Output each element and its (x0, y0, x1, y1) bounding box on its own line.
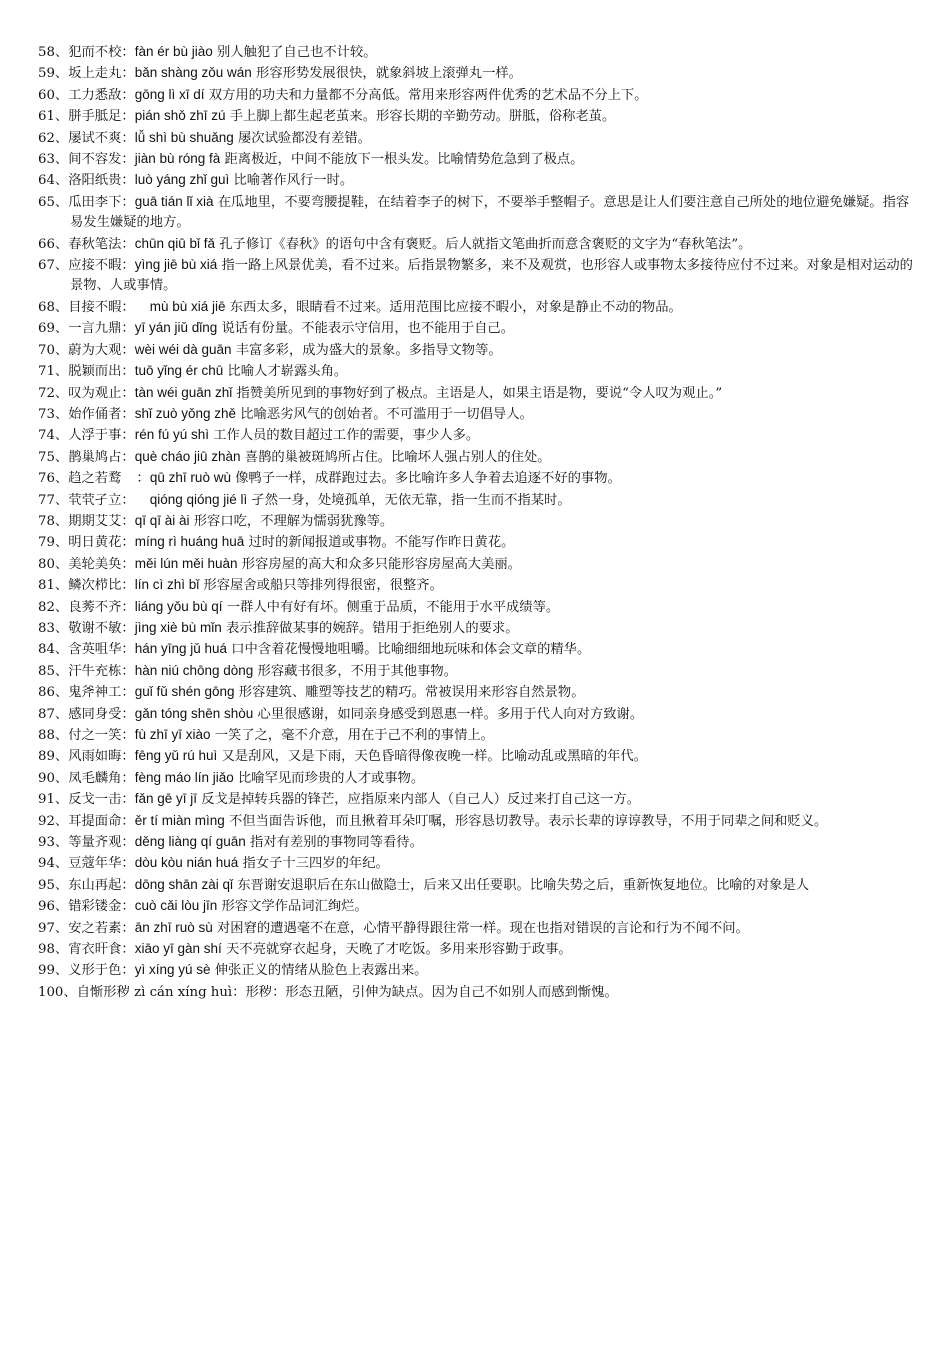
idiom-term: 等量齐观： (68, 835, 135, 851)
idiom-term: 鹊巢鸠占： (68, 449, 135, 465)
idiom-entry (38, 192, 918, 234)
entry-number: 94、 (38, 856, 69, 872)
entry-number: 87、 (38, 706, 69, 722)
entry-number: 77、 (38, 492, 69, 508)
definition: 形容藏书很多，不用于其他事物。 (253, 663, 457, 679)
idiom-entry (38, 575, 918, 596)
definition: 天不亮就穿衣起身，天晚了才吃饭。多用来形容勤于政事。 (221, 942, 572, 958)
pinyin: ān zhī ruò sù (134, 919, 213, 935)
idiom-term: 瓜田李下： (68, 194, 135, 210)
definition: 孑然一身，处境孤单，无依无靠，指一生而不指某时。 (247, 492, 571, 508)
entry-number: 75、 (38, 449, 69, 465)
idiom-entry (38, 789, 918, 810)
definition: 喜鹊的巢被斑鸠所占住。比喻坏人强占别人的住处。 (240, 449, 551, 465)
pinyin: guā tián lǐ xià (134, 193, 214, 209)
definition: 指女子十三四岁的年纪。 (238, 856, 389, 872)
pinyin: tàn wéi guān zhǐ (134, 384, 233, 400)
idiom-entry (38, 85, 918, 106)
idiom-term: 蔚为大观： (68, 342, 135, 358)
idiom-entry (38, 511, 918, 532)
definition: 形容屋舍或船只等排列得很密，很整齐。 (199, 578, 443, 594)
entry-number: 96、 (38, 899, 69, 915)
definition: 指对有差别的事物同等看待。 (245, 835, 423, 851)
idiom-entry (38, 639, 918, 660)
pinyin: shǐ zuò yǒng zhě (134, 405, 237, 421)
pinyin: wèi wéi dà guān (134, 341, 232, 357)
idiom-term: 茕茕孑立： (68, 492, 135, 508)
definition: 又是刮风，又是下雨，天色昏暗得像夜晚一样。比喻动乱或黑暗的年代。 (217, 749, 647, 765)
definition: 形容口吃，不理解为懦弱犹豫等。 (189, 513, 394, 529)
entry-number: 86、 (38, 685, 69, 701)
idiom-term: 屡试不爽： (68, 130, 135, 146)
idiom-term: 一言九鼎： (68, 321, 135, 337)
entry-number: 61、 (38, 109, 69, 125)
idiom-term: 义形于色： (68, 963, 135, 979)
entry-number: 83、 (38, 620, 69, 636)
pinyin: luò yáng zhǐ guì (134, 172, 230, 188)
pinyin: hàn niú chōng dòng (134, 662, 254, 678)
definition: 双方用的功夫和力量都不分高低。常用来形容两件优秀的艺术品不分上下。 (204, 87, 648, 103)
idiom-entry (38, 490, 918, 511)
entry-number: 95、 (38, 877, 69, 893)
idiom-entry (38, 63, 918, 84)
idiom-term: 间不容发： (68, 152, 135, 168)
idiom-term: 含英咀华： (68, 642, 135, 658)
idiom-term: 付之一笑： (68, 728, 135, 743)
idiom-entry (38, 297, 918, 318)
definition: 比喻著作风行一时。 (229, 173, 354, 189)
idiom-term: 坂上走丸： (68, 66, 135, 82)
idiom-term: 洛阳纸贵： (68, 173, 135, 189)
idiom-term: 感同身受： (68, 706, 135, 722)
idiom-entry (38, 447, 918, 468)
definition: 比喻罕见而珍贵的人才或事物。 (233, 770, 425, 786)
pinyin: fēng yǔ rú huì (134, 748, 218, 764)
pinyin: gōng lì xī dí (134, 86, 205, 102)
idiom-entry (38, 746, 918, 767)
entry-number: 84、 (38, 642, 69, 658)
entry-number: 64、 (38, 173, 69, 189)
entry-number: 97、 (38, 920, 69, 936)
idiom-entry (38, 725, 918, 746)
entry-number: 67、 (38, 258, 69, 274)
entry-number: 65、 (38, 194, 69, 210)
idiom-term: 错彩镂金： (68, 899, 135, 915)
entry-number: 78、 (38, 513, 69, 529)
idiom-entry (38, 960, 918, 981)
definition: 说话有份量。不能表示守信用，也不能用于自己。 (217, 321, 515, 337)
pinyin: fǎn gē yī jī (134, 791, 197, 807)
entry-number: 90、 (38, 770, 69, 786)
entry-number: 58、 (38, 45, 69, 60)
entry-number: 71、 (38, 364, 69, 380)
idiom-term: 宵衣旰食： (68, 942, 135, 958)
idiom-term: 安之若素： (68, 920, 135, 936)
idiom-entry (38, 128, 918, 149)
pinyin: dòu kòu nián huá (134, 855, 239, 871)
pinyin: què cháo jiū zhàn (134, 448, 241, 464)
pinyin: liáng yǒu bù qí (134, 598, 223, 614)
idiom-term: 应接不暇： (68, 258, 135, 274)
definition: 比喻恶劣风气的创始者。不可滥用于一切倡导人。 (236, 406, 533, 422)
entry-number: 89、 (38, 749, 69, 765)
idiom-entry (38, 661, 918, 682)
idiom-entry (38, 361, 918, 382)
definition: 对困窘的遭遇毫不在意，心情平静得跟往常一样。现在也指对错误的言论和行为不闻不问。 (212, 920, 749, 936)
pinyin: qī qī ài ài (134, 512, 190, 528)
idiom-entry (38, 255, 918, 297)
idiom-entry (38, 106, 918, 127)
definition: 心里很感谢，如同亲身感受到恩惠一样。多用于代人向对方致谢。 (253, 706, 644, 722)
entry-number: 68、 (38, 299, 69, 315)
pinyin: míng rì huáng huā (134, 534, 245, 550)
entry-number: 82、 (38, 599, 69, 615)
entry-number: 81、 (38, 578, 69, 594)
entry-number: 92、 (38, 813, 69, 829)
pinyin: děng liàng qí guān (134, 834, 246, 850)
pinyin: jìng xiè bù mǐn (134, 619, 222, 635)
idiom-term: 叹为观止： (68, 385, 135, 401)
idiom-entry (38, 918, 918, 939)
definition: 伸张正义的情绪从脸色上表露出来。 (210, 963, 428, 979)
idiom-term: 工力悉敌： (68, 87, 135, 103)
pinyin: měi lún měi huàn (134, 555, 238, 571)
idiom-list (38, 42, 918, 1003)
entry-number: 74、 (38, 428, 69, 444)
definition: 指赞美所见到的事物好到了极点。主语是人，如果主语是物，要说“令人叹为观止。” (232, 385, 723, 401)
entry-number: 98、 (38, 942, 69, 958)
idiom-entry (38, 425, 918, 446)
definition: 指一路上风景优美，看不过来。后指景物繁多，来不及观赏，也形容人或事物太多接待应付不过来。对象是相对运动的景物、人或事情。 (70, 258, 913, 294)
idiom-term: 始作俑者： (68, 406, 135, 422)
idiom-term: 明日黄花： (68, 535, 135, 551)
pinyin: lǚ shì bù shuǎng (134, 129, 234, 145)
pinyin: yì xíng yú sè (134, 962, 211, 978)
pinyin: ěr tí miàn mìng (134, 812, 225, 828)
entry-number: 66、 (38, 236, 69, 252)
idiom-term: 脱颖而出： (68, 364, 135, 380)
definition: 表示推辞做某事的婉辞。错用于拒绝别人的要求。 (221, 620, 519, 636)
idiom-term: 反戈一击： (68, 792, 135, 808)
idiom-term: 期期艾艾： (68, 513, 135, 529)
idiom-entry (38, 704, 918, 725)
idiom-entry (38, 404, 918, 425)
idiom-entry (38, 170, 918, 191)
entry-number: 70、 (38, 342, 69, 358)
entry-number: 85、 (38, 663, 69, 679)
idiom-term: 犯而不校： (68, 45, 135, 60)
idiom-term: 汗牛充栋： (68, 663, 135, 679)
entry-number: 59、 (38, 66, 69, 82)
idiom-entry (38, 618, 918, 639)
idiom-term: 风雨如晦： (68, 749, 135, 765)
definition: zì cán xíng huì：形秽：形态丑陋，引伸为缺点。因为自己不如别人而感到惭愧。 (129, 984, 618, 1000)
pinyin: dōng shān zài qǐ (134, 876, 234, 892)
idiom-entry (38, 149, 918, 170)
pinyin: yī yán jiǔ dǐng (134, 320, 218, 336)
pinyin: bǎn shàng zǒu wán (134, 65, 252, 81)
idiom-term: 鬼斧神工： (68, 685, 135, 701)
entry-number: 79、 (38, 535, 69, 551)
pinyin: gǎn tóng shēn shòu (134, 705, 254, 721)
idiom-entry (38, 853, 918, 874)
definition: 形容文学作品词汇绚烂。 (217, 899, 368, 915)
definition: 丰富多彩，成为盛大的景象。多指导文物等。 (231, 342, 502, 358)
idiom-entry (38, 875, 918, 896)
idiom-entry (38, 554, 918, 575)
definition: 过时的新闻报道或事物。不能写作昨日黄花。 (244, 535, 515, 551)
idiom-entry (38, 468, 918, 489)
idiom-entry (38, 234, 918, 255)
pinyin: ：qū zhī ruò wù (121, 470, 231, 486)
idiom-term: 凤毛麟角： (68, 770, 135, 786)
entry-number: 88、 (38, 728, 69, 743)
entry-number: 60、 (38, 87, 69, 103)
entry-number: 100、 (38, 984, 77, 1000)
pinyin: pián shǒ zhī zú (134, 108, 226, 124)
pinyin: jiàn bù róng fà (134, 151, 221, 167)
definition: 口中含着花慢慢地咀嚼。比喻细细地玩味和体会文章的精华。 (227, 642, 591, 658)
definition: 在瓜地里，不要弯腰提鞋，在结着李子的树下，不要举手整帽子。意思是让人们要注意自己所处的地位避免嫌疑。指容易发生嫌疑的地方。 (70, 194, 910, 231)
idiom-term: 豆蔻年华： (68, 856, 135, 872)
definition: 一群人中有好有坏。侧重于品质，不能用于水平成绩等。 (222, 599, 560, 615)
idiom-entry (38, 682, 918, 703)
idiom-entry (38, 982, 918, 1003)
idiom-entry (38, 318, 918, 339)
definition: 工作人员的数目超过工作的需要，事少人多。 (209, 428, 480, 444)
idiom-term: 美轮美奂： (68, 556, 135, 572)
idiom-entry (38, 939, 918, 960)
idiom-entry (38, 42, 918, 63)
idiom-entry (38, 832, 918, 853)
definition: 形容形势发展很快，就象斜坡上滚弹丸一样。 (251, 66, 522, 82)
definition: 一笑了之，毫不介意，用在于己不利的事情上。 (210, 728, 494, 743)
definition: 孔子修订《春秋》的语句中含有褒贬。后人就指文笔曲折而意含褒贬的文字为“春秋笔法”。 (215, 236, 752, 252)
entry-number: 91、 (38, 792, 69, 808)
idiom-entry (38, 768, 918, 789)
idiom-entry (38, 532, 918, 553)
pinyin: fàn ér bù jiào (134, 44, 213, 59)
pinyin: lín cì zhì bǐ (134, 577, 200, 593)
definition: 比喻人才崭露头角。 (223, 364, 348, 380)
pinyin: qióng qióng jié lì (134, 491, 248, 507)
definition: 手上脚上都生起老茧来。形容长期的辛勤劳动。胼胝，俗称老茧。 (225, 109, 616, 125)
idiom-term: 胼手胝足： (68, 109, 135, 125)
definition: 像鸭子一样，成群跑过去。多比喻许多人争着去追逐不好的事物。 (230, 471, 621, 487)
entry-number: 76、 (38, 471, 69, 487)
idiom-term: 趋之若鹜 (68, 471, 122, 487)
pinyin: chūn qiū bǐ fǎ (134, 235, 216, 251)
pinyin: mù bù xiá jiē (134, 298, 226, 314)
idiom-entry (38, 383, 918, 404)
definition: 屡次试验都没有差错。 (233, 130, 371, 146)
idiom-entry (38, 811, 918, 832)
idiom-term: 人浮于事： (68, 428, 135, 444)
pinyin: fù zhī yī xiào (134, 727, 211, 742)
idiom-term: 敬谢不敏： (68, 620, 135, 636)
entry-number: 99、 (38, 963, 69, 979)
definition: 形容建筑、雕塑等技艺的精巧。常被误用来形容自然景物。 (234, 685, 585, 701)
pinyin: hán yīng jǔ huá (134, 641, 228, 657)
pinyin: yìng jiē bù xiá (134, 257, 218, 273)
pinyin: fèng máo lín jiǎo (134, 769, 234, 785)
idiom-term: 良莠不齐： (68, 599, 135, 615)
pinyin: rén fú yú shì (134, 427, 209, 443)
definition: 东晋谢安退职后在东山做隐士，后来又出任要职。比喻失势之后，重新恢复地位。比喻的对象是人 (233, 877, 810, 893)
idiom-entry (38, 597, 918, 618)
idiom-entry (38, 340, 918, 361)
idiom-term: 鳞次栉比： (68, 578, 135, 594)
entry-number: 73、 (38, 406, 69, 422)
entry-number: 80、 (38, 556, 69, 572)
pinyin: tuō yǐng ér chū (134, 363, 224, 379)
idiom-term: 耳提面命： (68, 813, 135, 829)
definition: 不但当面告诉他，而且揪着耳朵叮嘱，形容恳切教导。表示长辈的谆谆教导，不用于同辈之间和贬义。 (224, 813, 828, 829)
idiom-term: 春秋笔法： (68, 236, 135, 252)
definition: 东西太多，眼睛看不过来。适用范围比应接不暇小，对象是静止不动的物品。 (225, 299, 682, 315)
definition: 距离极近，中间不能放下一根头发。比喻情势危急到了极点。 (220, 152, 584, 168)
definition: 形容房屋的高大和众多只能形容房屋高大美丽。 (237, 556, 521, 572)
entry-number: 69、 (38, 321, 69, 337)
entry-number: 63、 (38, 152, 69, 168)
idiom-entry (38, 896, 918, 917)
definition: 别人触犯了自己也不计较。 (212, 45, 377, 60)
entry-number: 93、 (38, 835, 69, 851)
definition: 反戈是掉转兵器的锋芒，应指原来内部人（自己人）反过来打自己这一方。 (197, 792, 641, 808)
entry-number: 62、 (38, 130, 69, 146)
pinyin: cuò cǎi lòu jīn (134, 898, 218, 914)
entry-number: 72、 (38, 385, 69, 401)
idiom-term: 自惭形秽 (76, 984, 130, 1000)
pinyin: guǐ fǔ shén gōng (134, 684, 235, 700)
pinyin: xiāo yī gàn shí (134, 941, 222, 957)
idiom-term: 东山再起： (68, 877, 135, 893)
idiom-term: 目接不暇： (68, 299, 135, 315)
